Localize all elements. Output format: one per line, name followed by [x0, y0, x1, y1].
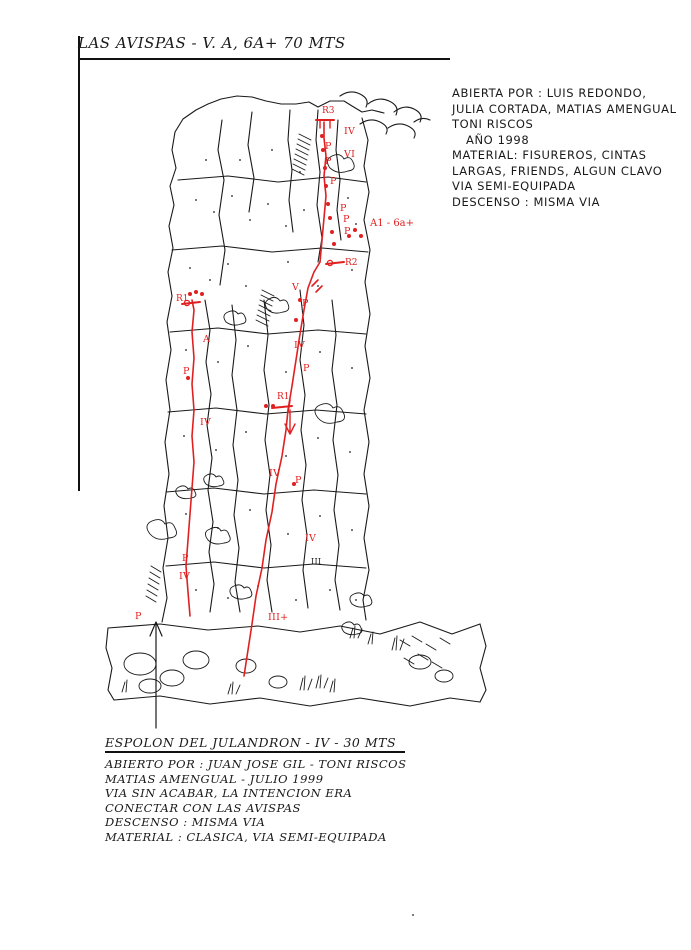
grade-mark: IV	[305, 533, 317, 544]
second-route-block	[105, 735, 525, 844]
grade-mark: P	[295, 475, 302, 486]
route-info-block	[452, 86, 682, 210]
detail-line: VIA SIN ACABAR, LA INTENCION ERA	[105, 786, 353, 800]
grade-mark: P	[340, 203, 347, 214]
grade-mark: VI	[344, 149, 356, 160]
title-left-border	[78, 36, 80, 491]
grade-mark: P	[135, 611, 142, 622]
detail-line: CONECTAR CON LAS AVISPAS	[105, 800, 301, 815]
title-underline	[78, 58, 450, 60]
detail-line: DESCENSO : MISMA VIA	[105, 815, 266, 829]
belay-label-r2: R2	[345, 258, 358, 268]
detail-line: MATIAS AMENGUAL - JULIO 1999	[105, 771, 324, 786]
second-route-details	[105, 757, 406, 844]
info-line: DESCENSO : MISMA VIA	[452, 194, 601, 209]
pitch-grade-label: A1 - 6a+	[370, 218, 415, 229]
grade-mark: IV	[200, 417, 212, 428]
grade-mark: III+	[268, 612, 289, 623]
grade-mark: IV	[179, 571, 191, 582]
second-route-title: ESPOLON DEL JULANDRON - IV - 30 MTS	[105, 735, 397, 750]
page-title: LAS AVISPAS - V. A, 6A+ 70 MTS	[78, 34, 346, 52]
page-speck	[412, 914, 414, 916]
info-line: LARGAS, FRIENDS, ALGUN CLAVO	[452, 163, 663, 178]
grade-mark: P	[325, 156, 332, 167]
info-line: MATERIAL: FISUREROS, CINTAS	[452, 148, 647, 162]
grade-mark: P	[302, 298, 309, 309]
belay-label-r1-left: R1	[176, 294, 189, 304]
info-line: JULIA CORTADA, MATIAS AMENGUAL	[452, 101, 677, 116]
info-line: ABIERTA POR : LUIS REDONDO,	[452, 86, 647, 100]
title-block	[78, 34, 458, 52]
grade-mark: P	[183, 366, 190, 377]
grade-mark: P	[303, 363, 310, 374]
belay-label-r3: R3	[322, 106, 335, 116]
grade-mark: P	[325, 141, 332, 152]
grade-mark: IV	[269, 468, 281, 479]
grade-mark: P	[330, 176, 337, 187]
info-line: TONI RISCOS	[452, 117, 534, 131]
grade-mark: V	[292, 282, 300, 293]
grade-mark: P	[182, 553, 189, 564]
info-line: AÑO 1998	[466, 132, 530, 147]
grade-mark: P	[344, 226, 351, 237]
grade-mark: IV	[294, 340, 306, 351]
info-line: VIA SEMI-EQUIPADA	[452, 179, 576, 193]
detail-line: ABIERTO POR : JUAN JOSE GIL - TONI RISCOS	[105, 757, 407, 771]
grade-mark: P	[343, 214, 350, 225]
grade-mark: III	[311, 557, 322, 566]
detail-line: MATERIAL : CLASICA, VIA SEMI-EQUIPADA	[105, 829, 387, 844]
grade-mark: IV	[344, 126, 356, 137]
grade-mark: A	[203, 334, 211, 345]
second-route-underline	[105, 751, 405, 753]
belay-label-r1-right: R1	[277, 392, 290, 402]
